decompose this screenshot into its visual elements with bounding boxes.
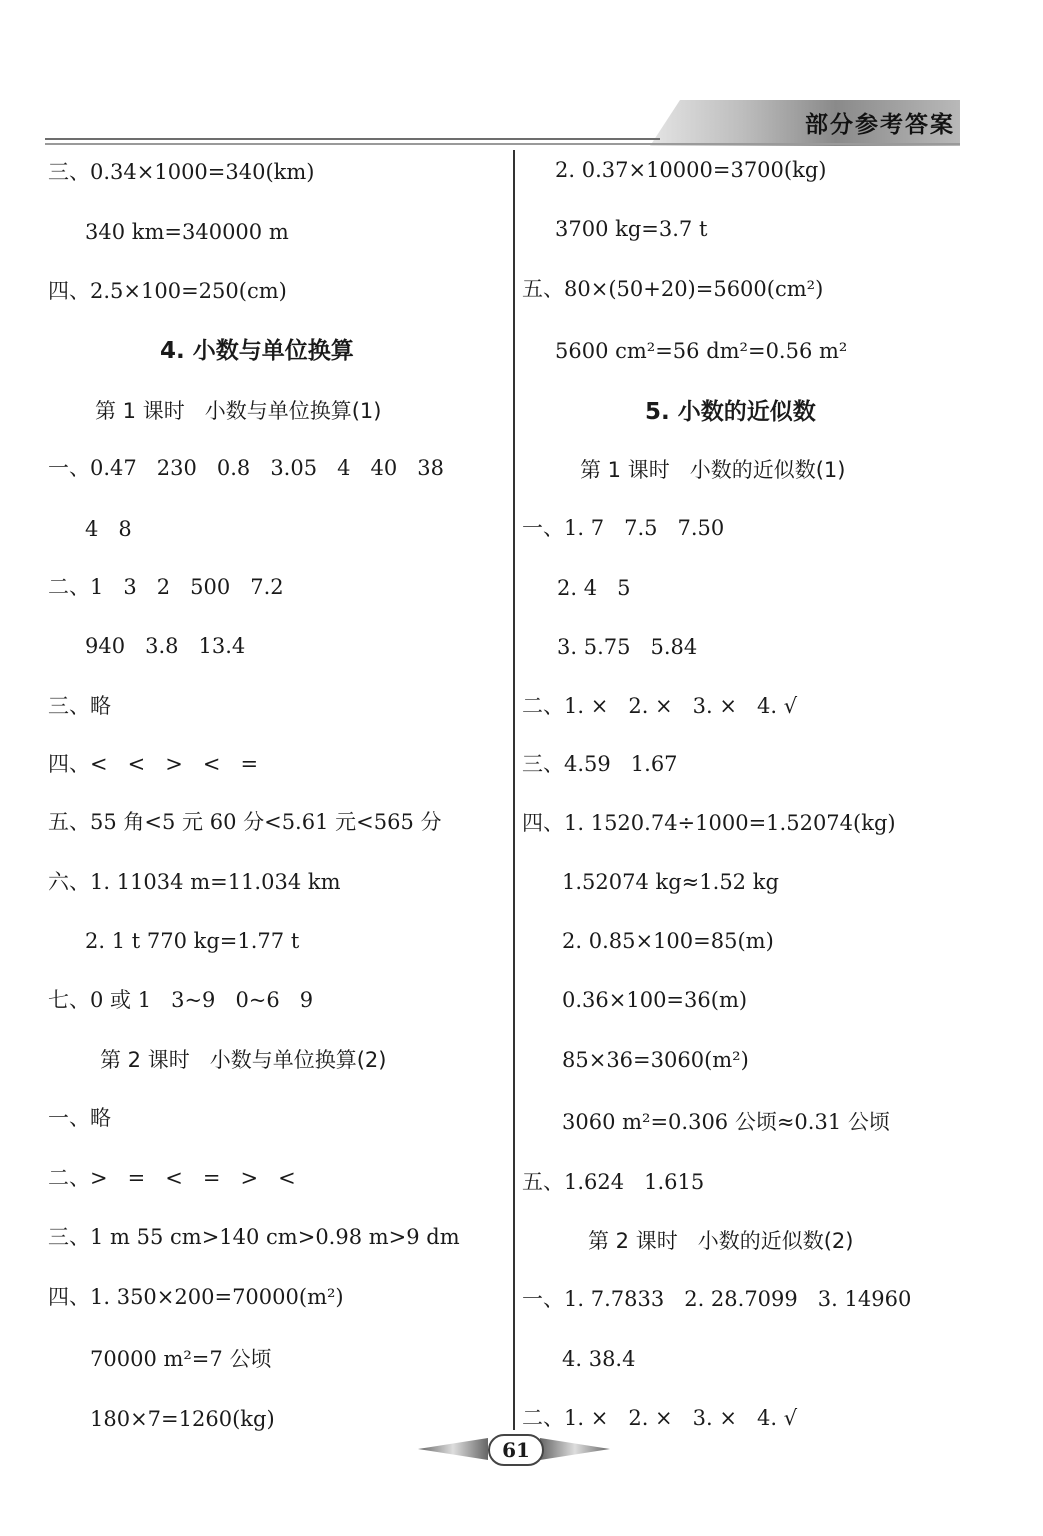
answer-line: 三、1 m 55 cm>140 cm>0.98 m>9 dm — [48, 1225, 460, 1249]
header-title: 部分参考答案 — [805, 112, 955, 138]
answer-line: 3. 5.75 5.84 — [557, 635, 698, 659]
answer-line: 二、1. × 2. × 3. × 4. √ — [522, 694, 798, 718]
answer-line: 四、1. 1520.74÷1000=1.52074(kg) — [522, 811, 896, 835]
answer-line: 二、> = < = > < — [48, 1166, 296, 1190]
answer-line: 一、略 — [48, 1106, 111, 1130]
answer-line: 一、1. 7 7.5 7.50 — [522, 516, 725, 540]
lesson-heading: 第 2 课时 小数的近似数(2) — [588, 1229, 854, 1253]
answer-line: 0.36×100=36(m) — [562, 988, 748, 1012]
lesson-heading: 第 2 课时 小数与单位换算(2) — [100, 1048, 387, 1072]
footer-ornament-right — [540, 1438, 610, 1460]
lesson-heading: 第 1 课时 小数的近似数(1) — [580, 458, 846, 482]
footer-ornament-left — [418, 1438, 488, 1460]
lesson-heading: 第 1 课时 小数与单位换算(1) — [95, 399, 382, 423]
section-heading: 4. 小数与单位换算 — [160, 338, 354, 364]
answer-line: 一、0.47 230 0.8 3.05 4 40 38 — [48, 456, 444, 480]
answer-line: 5600 cm²=56 dm²=0.56 m² — [555, 339, 848, 363]
header-rule-secondary — [45, 143, 960, 145]
answer-line: 3060 m²=0.306 公顷≈0.31 公顷 — [562, 1110, 890, 1134]
answer-line: 四、1. 350×200=70000(m²) — [48, 1285, 344, 1309]
answer-line: 940 3.8 13.4 — [85, 634, 246, 658]
answer-line: 4. 38.4 — [562, 1347, 636, 1371]
answer-line: 五、1.624 1.615 — [522, 1170, 705, 1194]
answer-line: 2. 1 t 770 kg=1.77 t — [85, 929, 300, 953]
answer-line: 三、略 — [48, 694, 111, 718]
answer-line: 五、55 角<5 元 60 分<5.61 元<565 分 — [48, 810, 442, 834]
answer-line: 70000 m²=7 公顷 — [90, 1347, 272, 1371]
answer-line: 3700 kg=3.7 t — [555, 217, 708, 241]
answer-line: 180×7=1260(kg) — [90, 1407, 275, 1431]
answer-line: 85×36=3060(m²) — [562, 1048, 749, 1072]
answer-line: 七、0 或 1 3~9 0~6 9 — [48, 988, 314, 1012]
answer-line: 二、1. × 2. × 3. × 4. √ — [522, 1406, 798, 1430]
answer-line: 一、1. 7.7833 2. 28.7099 3. 14960 — [522, 1287, 912, 1311]
answer-line: 五、80×(50+20)=5600(cm²) — [522, 277, 824, 301]
answer-line: 2. 0.37×10000=3700(kg) — [555, 158, 827, 182]
page-number: 61 — [488, 1434, 544, 1466]
answer-line: 4 8 — [85, 517, 132, 541]
answer-line: 三、0.34×1000=340(km) — [48, 160, 315, 184]
answer-line: 四、< < > < = — [48, 752, 259, 776]
answer-line: 四、2.5×100=250(cm) — [48, 279, 287, 303]
answer-line: 二、1 3 2 500 7.2 — [48, 575, 284, 599]
answer-line: 三、4.59 1.67 — [522, 752, 678, 776]
header-rule — [45, 138, 660, 140]
answer-line: 六、1. 11034 m=11.034 km — [48, 870, 341, 894]
answer-line: 340 km=340000 m — [85, 220, 289, 244]
section-heading: 5. 小数的近似数 — [645, 399, 816, 425]
answer-line: 2. 0.85×100=85(m) — [562, 929, 774, 953]
answer-line: 2. 4 5 — [557, 576, 631, 600]
answer-line: 1.52074 kg≈1.52 kg — [562, 870, 779, 894]
column-divider — [513, 150, 515, 1430]
